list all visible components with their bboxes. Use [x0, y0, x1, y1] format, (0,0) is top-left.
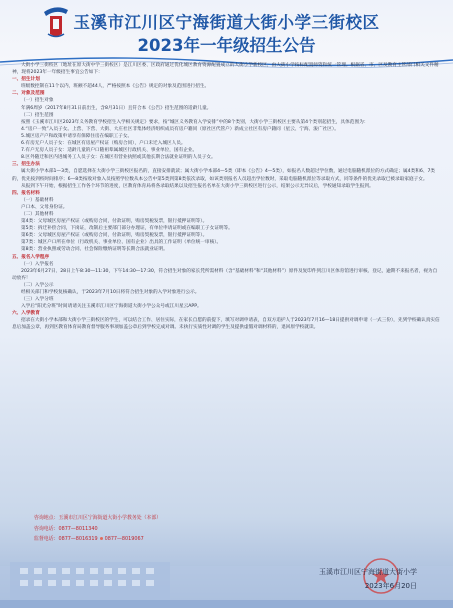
- section-text: 8.区外随迁和区内进城务工人员子女：在城区有营业执照或其他长期合法就业证明的人员子女。: [21, 155, 216, 161]
- notice-body: [12, 62, 441, 332]
- section-heading: 六、入学教育: [12, 311, 40, 317]
- section-text: 2023年6月27日、28日上午8:30—11:30，下午14:30—17:30，符合招生对象的家长凭所需材料（含“基础材料”和“其他材料”）原件及复印件到江川区体育馆进行审核、登记，逾期不来报名者，视为自动放弃！: [12, 268, 438, 281]
- contact-supervise-row: [34, 534, 161, 545]
- section-text: 户口本、父母身份证。: [21, 204, 68, 210]
- supervise-phone-1[interactable]: 0877—8016319: [58, 536, 98, 542]
- page-title-line1: 玉溪市江川区宁海街道大街小学三街校区: [73, 13, 380, 32]
- section-text: 从报到下午开始，根据招生工作各个环节的进度，区教育体育局将各录取结果以及招生报名名单在大街小学三街校区进行公示，结果公示无异议后，学校通知录取学生报到。: [21, 183, 374, 189]
- sub-heading: （三）入学分班: [21, 297, 54, 303]
- section-heading: 五、报名入学程序: [12, 254, 50, 260]
- section-heading: 二、对象及范围: [12, 91, 45, 97]
- section-text: 属大街小学本部1—3类，自愿选择在大街小学三街校区报名的，直接安排就读；属大街小学本部4—5类（即本《公告》4—5类），如报名人数超过学位数，通过电脑随机派位的方式确定；属4类和6、7类的，优先按到校时间排序；6—8类按收对象入员按照学位数从本公告中第5类到第8类依次录取，如该类别报名人员超出学位数时，采取电脑随机派位等录取方式，同等条件的优先录取已被录取家庭子女。: [12, 169, 436, 182]
- section-text: 按照《玉溪市江川区2023年义务教育学校招生入学相关规定》要求，按“城区义务教育入学安排”中的8个类别，大街小学三街校区主要从第4个类别起招生，具体范围为：: [21, 119, 369, 125]
- section-text: 经相关部门和学校复核确认，于2023年7月10日将符合招生对象的入学对象进行公示。: [21, 290, 200, 295]
- issue-date: 2023年6月20日: [364, 582, 417, 590]
- section-text: 5.城区房产户和政策申请享有保障住房在编职工子女。: [21, 133, 133, 139]
- section-text: 年满6周岁（2017年8月31日前出生，含8月31日）且符合本《公告》招生范围的适龄儿童。: [21, 105, 212, 111]
- section-text: 第7类：城区户口所在单位（行政机关、事业单位、国有企业）出具的工作证明（单位统一审核）。: [21, 240, 222, 246]
- sub-heading: （一）招生对象: [21, 98, 54, 104]
- header: [0, 0, 453, 62]
- sub-heading: （二）入学公示: [21, 282, 54, 288]
- section-method: [12, 161, 441, 189]
- section-text: 第5类：拆迁补偿合同，下岗证，改制后主要部门部分办理证，有单位申请证明或在编职工子女证明等。: [21, 226, 233, 232]
- supervise-label: 监督电话：: [34, 536, 59, 542]
- section-plan: [12, 76, 441, 90]
- contact-phone-row: [34, 524, 161, 535]
- section-text: 第6类：父母城区房屋产权证（或购房合同，付款证明，购房契税发票，银行抵押证明等）。: [21, 233, 208, 239]
- address-value: 玉溪市江川区宁海街道大街小学教务处（本部）: [58, 515, 162, 521]
- section-text: 7.有户无房人员子女：适龄儿童的户口随祖辈属城区行政机关、事业单位，国有企业。: [21, 148, 198, 154]
- section-heading: 三、招生办法: [12, 162, 40, 168]
- section-procedure: [12, 254, 441, 311]
- separator-dot-icon: [100, 537, 103, 540]
- page-title-line2: 2023年一年级招生公告: [137, 36, 316, 55]
- issuer-name: 玉溪市江川区宁海街道大街小学: [319, 568, 417, 576]
- section-scope: [12, 90, 441, 161]
- section-materials: [12, 190, 441, 254]
- address-label: 咨询地点：: [34, 515, 59, 521]
- supervise-phone-2[interactable]: 0877—8019067: [104, 536, 144, 542]
- section-heading: 四、报名材料: [12, 190, 40, 196]
- intro-paragraph: 大街小学三街校区（地址在原大街中学三街校区）是江川区委、区政府通过优化城区教育资源配置成立的大街小学新校区，由大街小学按标配置师资和统一管理。根据省、市、区及教育主管部门相关文件精神，现将2023年一年级招生事宜公告如下：: [12, 63, 439, 76]
- section-text: 6.有房无户人员子女：在城区有房屋产权证（购房合同），户口未迁入城区人员。: [21, 141, 186, 147]
- sub-heading: （一）入学报名: [21, 261, 54, 267]
- sub-heading: （一）基础材料: [21, 197, 54, 203]
- section-text: 招录在大街小学本部和大街小学三街校区的学生，可以结合工作、居住实际，在家长自愿的前提下，填写对调申请表，自双方追护人于2023年7月16—18日提供对调申请（一式三份），先到学校确认真实信息后加盖公章，再到区教育体育局教育督导服务事项加盖公章后到学校完成对调。未执行实质性对调的学生及提供虚假对调材料的，退回原学校就读。: [12, 318, 440, 331]
- section-text: 4.“房户一致”入员子女。上营、下营、大街、大庄社区非集体经济组织成员有房户籍同（原社区代管户）新成立社区有房户籍同（星云、宁海、浚广社区）。: [21, 126, 339, 132]
- contact-address-row: [34, 513, 161, 524]
- contact-info: [34, 513, 161, 545]
- phone-value[interactable]: 0877—8011340: [58, 525, 98, 532]
- sub-heading: （二）招生范围: [21, 112, 54, 118]
- sub-heading: （二）其他材料: [21, 211, 54, 217]
- section-heading: 一、招生计划: [12, 77, 40, 83]
- section-text: 第8类：营业执照或劳动合同、社会保险缴纳证明等长期合法就业证明。: [21, 247, 168, 253]
- phone-label: 咨询电话：: [34, 525, 59, 532]
- section-education: [12, 310, 441, 331]
- section-text: 第4类：父母城区房屋产权证（或购房合同，付款证明，购房契税发票，银行抵押证明等）。: [21, 219, 208, 225]
- section-text: 入学后“阳光分班”时间请请关注玉溪市江川区宁海街道大街小学公众号或江川星云APP。: [21, 304, 202, 310]
- section-text: 班级数控制在11个以内，班额不超44人，严格按照本《公告》规定的对象及范围进行招生。: [21, 84, 210, 90]
